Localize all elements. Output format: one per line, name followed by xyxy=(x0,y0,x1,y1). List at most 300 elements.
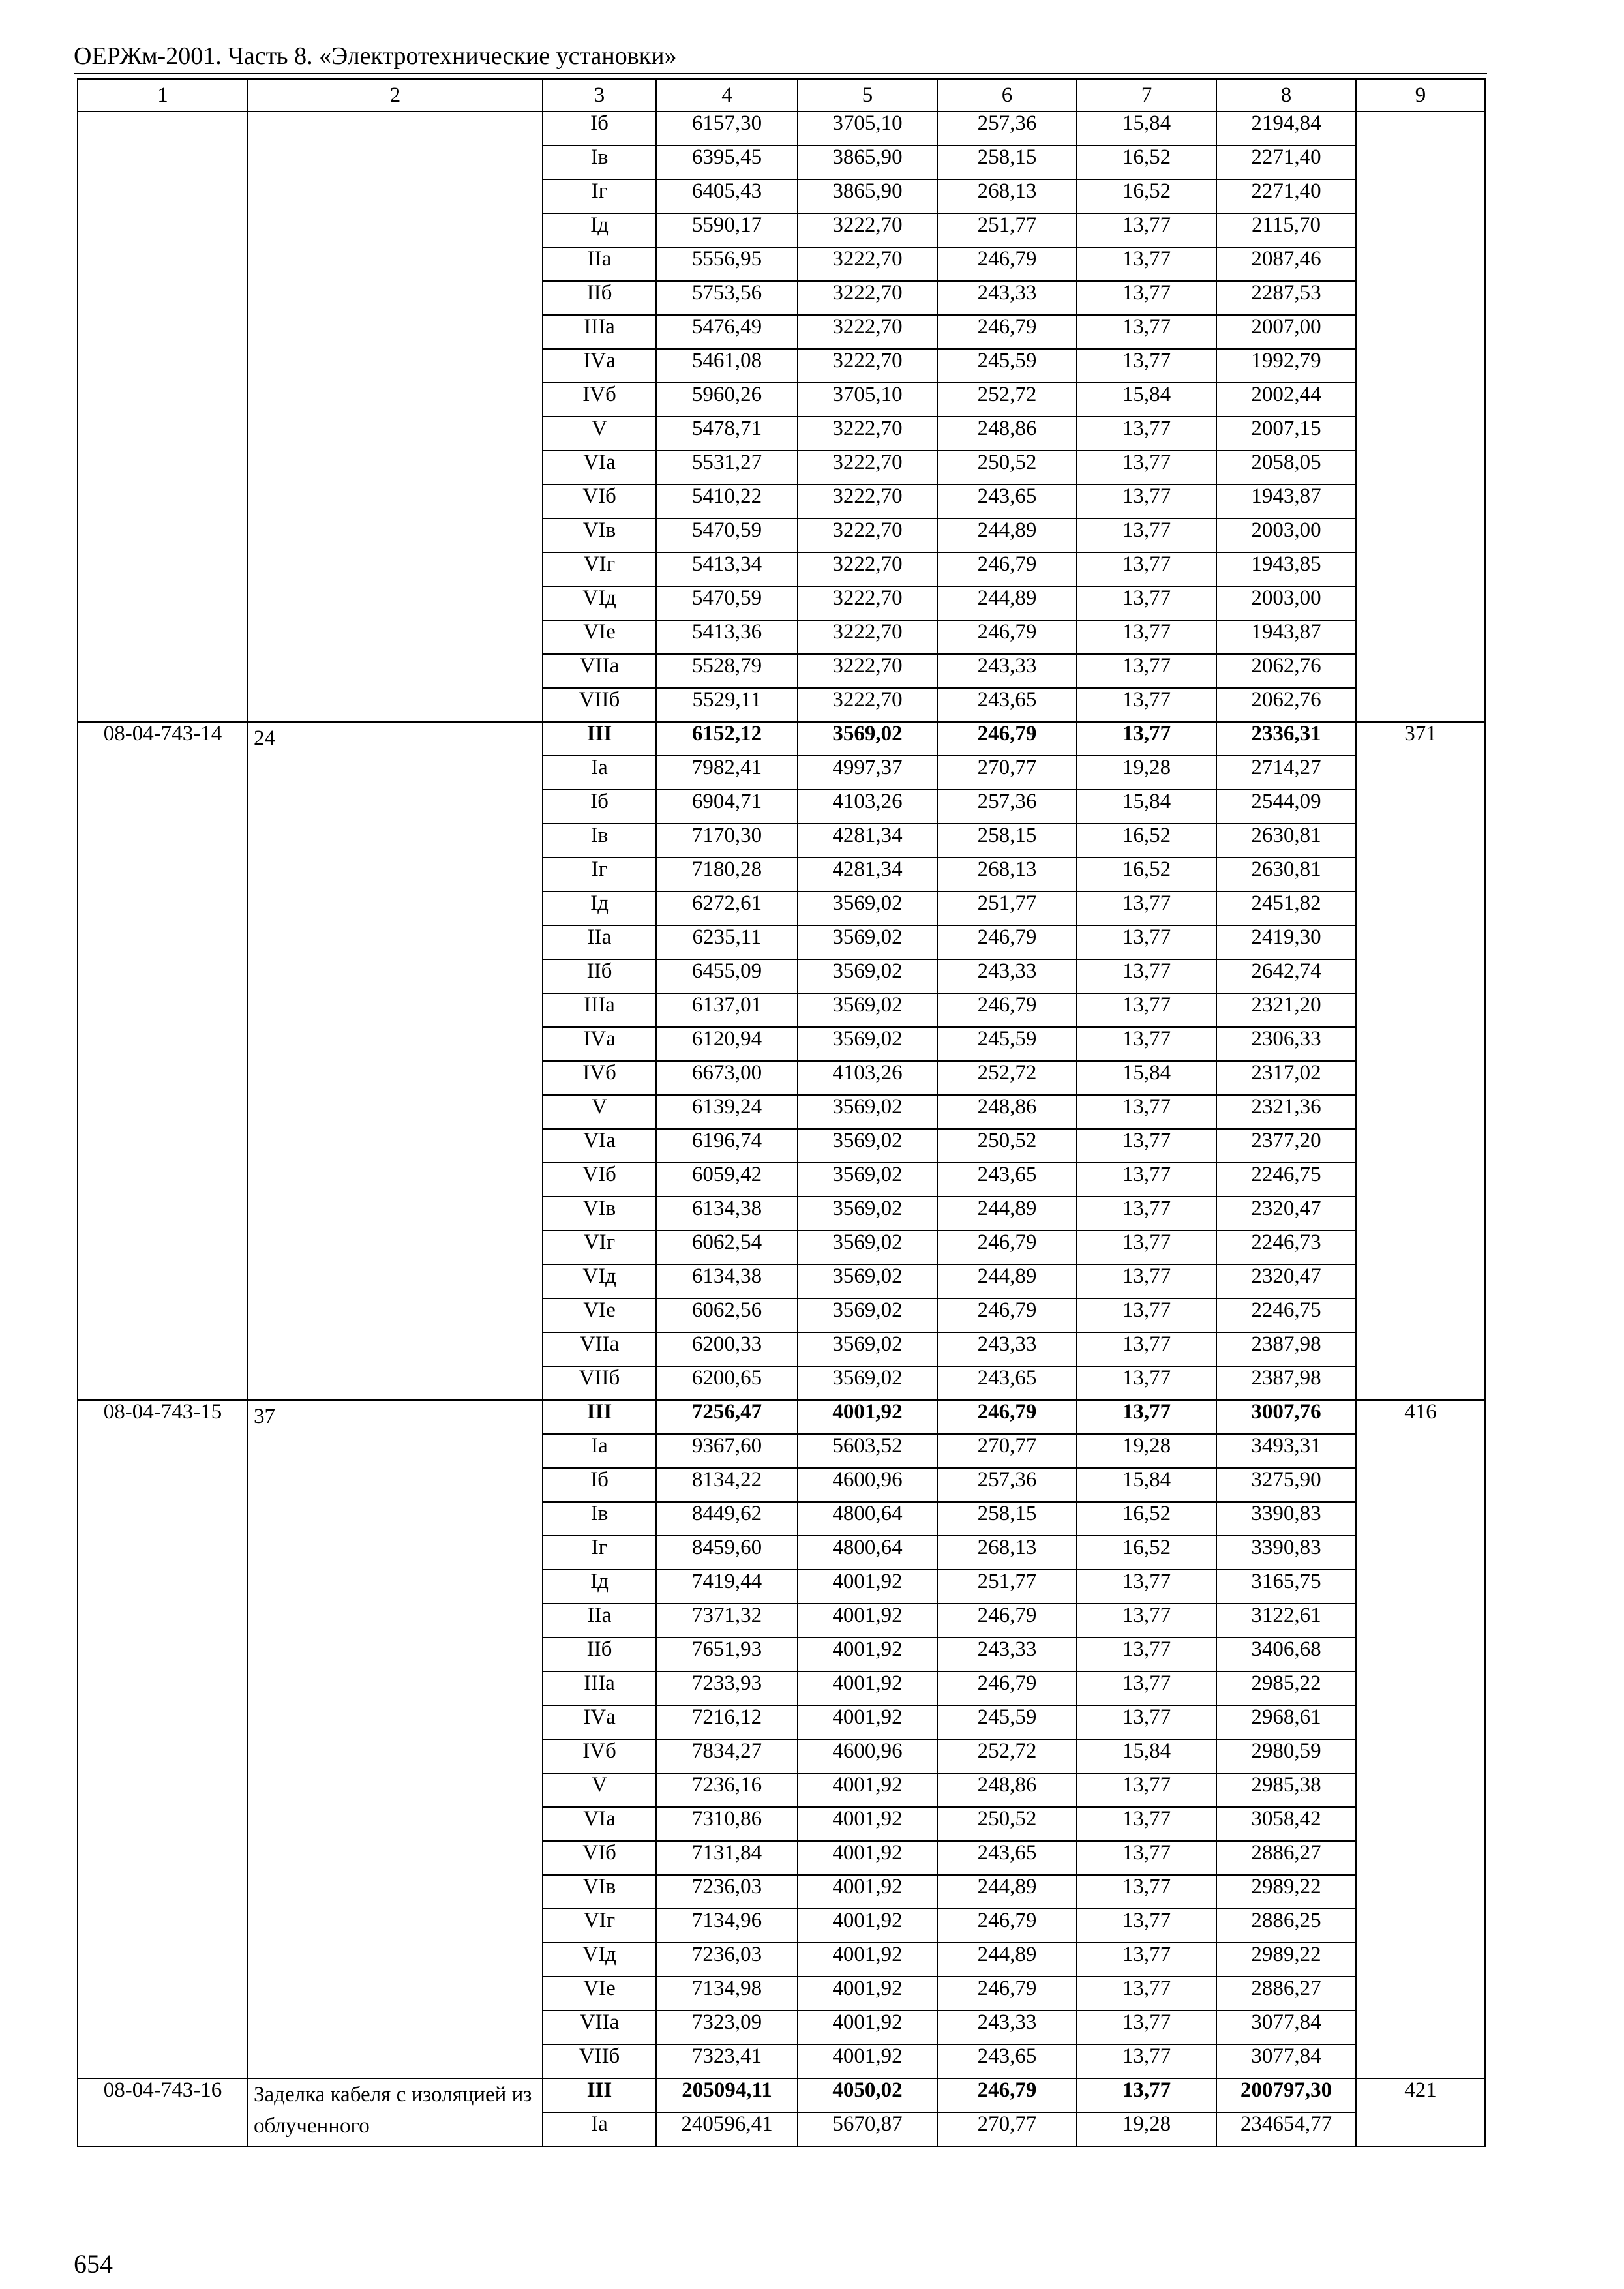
zone-cell: VIIб xyxy=(543,2044,656,2078)
value-cell: 243,65 xyxy=(937,1366,1077,1400)
value-cell: 6059,42 xyxy=(656,1163,798,1197)
value-cell: 7180,28 xyxy=(656,858,798,891)
value-cell: 2989,22 xyxy=(1216,1943,1356,1977)
value-cell: 5670,87 xyxy=(798,2112,937,2146)
value-cell: 13,77 xyxy=(1077,2078,1216,2112)
value-cell: 2062,76 xyxy=(1216,688,1356,722)
value-cell: 4600,96 xyxy=(798,1468,937,1502)
column-number: 8 xyxy=(1216,79,1356,112)
value-cell: 2246,73 xyxy=(1216,1231,1356,1264)
zone-cell: VIа xyxy=(543,1807,656,1841)
zone-cell: VIв xyxy=(543,1875,656,1909)
value-cell: 268,13 xyxy=(937,1536,1077,1570)
value-cell: 246,79 xyxy=(937,1604,1077,1638)
zone-cell: III xyxy=(543,722,656,756)
value-cell: 13,77 xyxy=(1077,1875,1216,1909)
value-cell: 13,77 xyxy=(1077,1027,1216,1061)
value-cell: 4001,92 xyxy=(798,1570,937,1604)
value-cell: 246,79 xyxy=(937,2078,1077,2112)
value-cell: 244,89 xyxy=(937,1943,1077,1977)
value-cell: 250,52 xyxy=(937,451,1077,485)
zone-cell: IVб xyxy=(543,383,656,417)
zone-cell: VIб xyxy=(543,485,656,518)
value-cell: 3222,70 xyxy=(798,315,937,349)
zone-cell: VIб xyxy=(543,1163,656,1197)
value-cell: 1943,87 xyxy=(1216,485,1356,518)
value-cell: 3007,76 xyxy=(1216,1400,1356,1434)
value-cell: 13,77 xyxy=(1077,654,1216,688)
value-cell: 4281,34 xyxy=(798,824,937,858)
column-number: 6 xyxy=(937,79,1077,112)
zone-cell: VIб xyxy=(543,1841,656,1875)
value-cell: 3077,84 xyxy=(1216,2011,1356,2044)
value-cell: 5603,52 xyxy=(798,1434,937,1468)
zone-cell: V xyxy=(543,1095,656,1129)
value-cell: 246,79 xyxy=(937,620,1077,654)
zone-cell: VIе xyxy=(543,620,656,654)
value-cell: 13,77 xyxy=(1077,688,1216,722)
value-cell: 3077,84 xyxy=(1216,2044,1356,2078)
value-cell: 5413,36 xyxy=(656,620,798,654)
value-cell: 16,52 xyxy=(1077,824,1216,858)
value-cell: 13,77 xyxy=(1077,518,1216,552)
value-cell: 4600,96 xyxy=(798,1739,937,1773)
value-cell: 13,77 xyxy=(1077,315,1216,349)
value-cell: 7233,93 xyxy=(656,1671,798,1705)
value-cell: 13,77 xyxy=(1077,451,1216,485)
zone-cell: Iа xyxy=(543,2112,656,2146)
value-cell: 3569,02 xyxy=(798,959,937,993)
value-cell: 243,33 xyxy=(937,959,1077,993)
value-cell: 4281,34 xyxy=(798,858,937,891)
value-cell: 2321,20 xyxy=(1216,993,1356,1027)
page-number: 654 xyxy=(74,2249,113,2279)
value-cell: 251,77 xyxy=(937,213,1077,247)
value-cell: 245,59 xyxy=(937,1027,1077,1061)
value-cell: 2336,31 xyxy=(1216,722,1356,756)
value-cell: 2387,98 xyxy=(1216,1366,1356,1400)
value-cell: 15,84 xyxy=(1077,383,1216,417)
value-cell: 270,77 xyxy=(937,756,1077,790)
value-cell: 7134,98 xyxy=(656,1977,798,2011)
header-rule xyxy=(74,73,1487,74)
zone-cell: IIIа xyxy=(543,1671,656,1705)
value-cell: 3569,02 xyxy=(798,993,937,1027)
value-cell: 7134,96 xyxy=(656,1909,798,1943)
value-cell: 6904,71 xyxy=(656,790,798,824)
value-cell: 245,59 xyxy=(937,349,1077,383)
value-cell: 4997,37 xyxy=(798,756,937,790)
zone-cell: VIг xyxy=(543,1231,656,1264)
value-cell: 3569,02 xyxy=(798,1366,937,1400)
value-cell: 246,79 xyxy=(937,1298,1077,1332)
value-cell: 6137,01 xyxy=(656,993,798,1027)
value-cell: 15,84 xyxy=(1077,1061,1216,1095)
value-cell: 7323,09 xyxy=(656,2011,798,2044)
value-cell: 5529,11 xyxy=(656,688,798,722)
value-cell: 246,79 xyxy=(937,993,1077,1027)
value-cell: 3222,70 xyxy=(798,620,937,654)
value-cell: 6455,09 xyxy=(656,959,798,993)
value-cell: 7834,27 xyxy=(656,1739,798,1773)
zone-cell: Iг xyxy=(543,858,656,891)
zone-cell: IIб xyxy=(543,959,656,993)
value-cell: 13,77 xyxy=(1077,485,1216,518)
value-cell: 13,77 xyxy=(1077,213,1216,247)
zone-cell: VIв xyxy=(543,1197,656,1231)
value-cell: 3569,02 xyxy=(798,1027,937,1061)
name-cell: 37 xyxy=(248,1400,543,2078)
value-cell: 13,77 xyxy=(1077,247,1216,281)
value-cell: 4001,92 xyxy=(798,2011,937,2044)
zone-cell: IVа xyxy=(543,1027,656,1061)
value-cell: 3122,61 xyxy=(1216,1604,1356,1638)
value-cell: 6062,56 xyxy=(656,1298,798,1332)
value-cell: 243,33 xyxy=(937,2011,1077,2044)
value-cell: 2886,27 xyxy=(1216,1977,1356,2011)
value-cell: 248,86 xyxy=(937,1095,1077,1129)
zone-cell: Iв xyxy=(543,145,656,179)
zone-cell: III xyxy=(543,2078,656,2112)
value-cell: 6235,11 xyxy=(656,925,798,959)
zone-cell: VIа xyxy=(543,451,656,485)
value-cell: 3569,02 xyxy=(798,1298,937,1332)
value-cell: 251,77 xyxy=(937,1570,1077,1604)
value-cell: 6062,54 xyxy=(656,1231,798,1264)
value-cell: 2886,27 xyxy=(1216,1841,1356,1875)
table-row xyxy=(78,2078,1485,2112)
value-cell: 3569,02 xyxy=(798,1129,937,1163)
value-cell: 13,77 xyxy=(1077,925,1216,959)
zone-cell: VIд xyxy=(543,1943,656,1977)
zone-cell: Iа xyxy=(543,1434,656,1468)
value-cell: 2246,75 xyxy=(1216,1298,1356,1332)
value-cell: 252,72 xyxy=(937,1061,1077,1095)
value-cell: 246,79 xyxy=(937,1671,1077,1705)
value-cell: 5556,95 xyxy=(656,247,798,281)
zone-cell: Iб xyxy=(543,1468,656,1502)
value-cell: 234654,77 xyxy=(1216,2112,1356,2146)
value-cell: 4001,92 xyxy=(798,1909,937,1943)
value-cell: 258,15 xyxy=(937,824,1077,858)
value-cell: 6152,12 xyxy=(656,722,798,756)
value-cell: 2886,25 xyxy=(1216,1909,1356,1943)
value-cell: 3222,70 xyxy=(798,586,937,620)
value-cell: 13,77 xyxy=(1077,1705,1216,1739)
code-cell: 08-04-743-15 xyxy=(78,1400,248,2078)
value-cell: 2544,09 xyxy=(1216,790,1356,824)
value-cell: 3569,02 xyxy=(798,1197,937,1231)
value-cell: 200797,30 xyxy=(1216,2078,1356,2112)
value-cell: 7982,41 xyxy=(656,756,798,790)
value-cell: 243,65 xyxy=(937,2044,1077,2078)
value-cell: 2320,47 xyxy=(1216,1197,1356,1231)
value-cell: 243,33 xyxy=(937,654,1077,688)
value-cell: 244,89 xyxy=(937,586,1077,620)
value-cell: 4001,92 xyxy=(798,1977,937,2011)
value-cell: 7131,84 xyxy=(656,1841,798,1875)
value-cell: 3569,02 xyxy=(798,722,937,756)
value-cell: 250,52 xyxy=(937,1129,1077,1163)
value-cell: 4001,92 xyxy=(798,1943,937,1977)
value-cell: 3222,70 xyxy=(798,417,937,451)
value-cell: 250,52 xyxy=(937,1807,1077,1841)
value-cell: 6200,65 xyxy=(656,1366,798,1400)
value-cell: 246,79 xyxy=(937,1909,1077,1943)
value-cell: 5960,26 xyxy=(656,383,798,417)
value-cell: 252,72 xyxy=(937,1739,1077,1773)
value-cell: 5528,79 xyxy=(656,654,798,688)
value-cell: 13,77 xyxy=(1077,1671,1216,1705)
zone-cell: IVа xyxy=(543,349,656,383)
zone-cell: VIд xyxy=(543,1264,656,1298)
value-cell: 4800,64 xyxy=(798,1536,937,1570)
value-cell: 13,77 xyxy=(1077,2011,1216,2044)
value-cell: 3865,90 xyxy=(798,145,937,179)
value-cell: 16,52 xyxy=(1077,179,1216,213)
value-cell: 4001,92 xyxy=(798,1638,937,1671)
value-cell: 1943,87 xyxy=(1216,620,1356,654)
value-cell: 243,65 xyxy=(937,485,1077,518)
page-header: ОЕРЖм-2001. Часть 8. «Электротехнические установки» xyxy=(74,42,677,70)
code-cell: 08-04-743-14 xyxy=(78,722,248,1400)
value-cell: 16,52 xyxy=(1077,145,1216,179)
zone-cell: VIIа xyxy=(543,654,656,688)
column-number: 2 xyxy=(248,79,543,112)
zone-cell: IIа xyxy=(543,247,656,281)
value-cell: 4800,64 xyxy=(798,1502,937,1536)
value-cell: 5470,59 xyxy=(656,518,798,552)
value-cell: 258,15 xyxy=(937,1502,1077,1536)
zone-cell: III xyxy=(543,1400,656,1434)
value-cell: 7236,03 xyxy=(656,1943,798,1977)
value-cell: 246,79 xyxy=(937,1977,1077,2011)
value-cell: 3165,75 xyxy=(1216,1570,1356,1604)
value-cell: 2989,22 xyxy=(1216,1875,1356,1909)
value-cell: 2630,81 xyxy=(1216,824,1356,858)
value-cell: 2062,76 xyxy=(1216,654,1356,688)
value-cell: 1992,79 xyxy=(1216,349,1356,383)
value-cell: 2306,33 xyxy=(1216,1027,1356,1061)
zone-cell: V xyxy=(543,1773,656,1807)
value-cell: 4103,26 xyxy=(798,1061,937,1095)
value-cell: 5753,56 xyxy=(656,281,798,315)
value-cell: 2630,81 xyxy=(1216,858,1356,891)
value-cell: 240596,41 xyxy=(656,2112,798,2146)
value-cell: 7371,32 xyxy=(656,1604,798,1638)
value-cell: 245,59 xyxy=(937,1705,1077,1739)
value-cell: 5470,59 xyxy=(656,586,798,620)
zone-cell: Iд xyxy=(543,891,656,925)
value-cell: 13,77 xyxy=(1077,1604,1216,1638)
table-row xyxy=(78,112,1485,145)
value-cell: 13,77 xyxy=(1077,1332,1216,1366)
value-cell: 16,52 xyxy=(1077,1502,1216,1536)
value-cell: 3569,02 xyxy=(798,1095,937,1129)
column-number: 4 xyxy=(656,79,798,112)
zone-cell: VIг xyxy=(543,1909,656,1943)
value-cell: 248,86 xyxy=(937,1773,1077,1807)
value-cell: 7256,47 xyxy=(656,1400,798,1434)
value-cell: 13,77 xyxy=(1077,1638,1216,1671)
value-cell: 3865,90 xyxy=(798,179,937,213)
value-cell: 244,89 xyxy=(937,1197,1077,1231)
value-cell: 243,65 xyxy=(937,688,1077,722)
value-cell: 3705,10 xyxy=(798,112,937,145)
value-cell: 13,77 xyxy=(1077,1095,1216,1129)
value-cell: 270,77 xyxy=(937,1434,1077,1468)
value-cell: 7323,41 xyxy=(656,2044,798,2078)
value-cell: 2451,82 xyxy=(1216,891,1356,925)
value-cell: 2087,46 xyxy=(1216,247,1356,281)
value-cell: 4001,92 xyxy=(798,1705,937,1739)
column-number: 5 xyxy=(798,79,937,112)
value-cell: 13,77 xyxy=(1077,1298,1216,1332)
value-cell: 3569,02 xyxy=(798,1163,937,1197)
value-cell: 13,77 xyxy=(1077,1773,1216,1807)
value-cell: 2387,98 xyxy=(1216,1332,1356,1366)
value-cell: 243,65 xyxy=(937,1841,1077,1875)
value-cell: 5461,08 xyxy=(656,349,798,383)
value-cell: 7216,12 xyxy=(656,1705,798,1739)
zone-cell: VIв xyxy=(543,518,656,552)
zone-cell: Iа xyxy=(543,756,656,790)
value-cell: 2320,47 xyxy=(1216,1264,1356,1298)
zone-cell: Iб xyxy=(543,790,656,824)
value-cell: 15,84 xyxy=(1077,1739,1216,1773)
value-cell: 1943,85 xyxy=(1216,552,1356,586)
value-cell: 3569,02 xyxy=(798,1264,937,1298)
value-cell: 243,33 xyxy=(937,281,1077,315)
value-cell: 3222,70 xyxy=(798,485,937,518)
value-cell: 4001,92 xyxy=(798,1807,937,1841)
value-cell: 246,79 xyxy=(937,315,1077,349)
value-cell: 7651,93 xyxy=(656,1638,798,1671)
zone-cell: IIб xyxy=(543,281,656,315)
value-cell: 4001,92 xyxy=(798,1875,937,1909)
value-cell: 13,77 xyxy=(1077,586,1216,620)
value-cell: 15,84 xyxy=(1077,1468,1216,1502)
zone-cell: IIIа xyxy=(543,315,656,349)
zone-cell: VIд xyxy=(543,586,656,620)
value-cell: 8449,62 xyxy=(656,1502,798,1536)
value-cell: 13,77 xyxy=(1077,281,1216,315)
value-cell: 2058,05 xyxy=(1216,451,1356,485)
value-cell: 2007,15 xyxy=(1216,417,1356,451)
value-cell: 3222,70 xyxy=(798,247,937,281)
value-cell: 13,77 xyxy=(1077,993,1216,1027)
value-cell: 6405,43 xyxy=(656,179,798,213)
value-cell: 3705,10 xyxy=(798,383,937,417)
value-cell: 244,89 xyxy=(937,518,1077,552)
value-cell: 3569,02 xyxy=(798,925,937,959)
value-cell: 257,36 xyxy=(937,790,1077,824)
value-cell: 2003,00 xyxy=(1216,586,1356,620)
value-cell: 6196,74 xyxy=(656,1129,798,1163)
value-cell: 2985,22 xyxy=(1216,1671,1356,1705)
zone-cell: IVа xyxy=(543,1705,656,1739)
value-cell: 270,77 xyxy=(937,2112,1077,2146)
name-cell xyxy=(248,112,543,722)
value-cell: 257,36 xyxy=(937,1468,1077,1502)
value-cell: 6139,24 xyxy=(656,1095,798,1129)
value-cell: 2985,38 xyxy=(1216,1773,1356,1807)
value-cell: 258,15 xyxy=(937,145,1077,179)
value-cell: 13,77 xyxy=(1077,1400,1216,1434)
zone-cell: Iв xyxy=(543,1502,656,1536)
value-cell: 2246,75 xyxy=(1216,1163,1356,1197)
value-cell: 6200,33 xyxy=(656,1332,798,1366)
value-cell: 4103,26 xyxy=(798,790,937,824)
value-cell: 8134,22 xyxy=(656,1468,798,1502)
code-cell: 08-04-743-16 xyxy=(78,2078,248,2146)
value-cell: 5590,17 xyxy=(656,213,798,247)
value-cell: 244,89 xyxy=(937,1875,1077,1909)
value-cell: 4001,92 xyxy=(798,1841,937,1875)
value-cell: 6120,94 xyxy=(656,1027,798,1061)
value-cell: 13,77 xyxy=(1077,552,1216,586)
value-cell: 5476,49 xyxy=(656,315,798,349)
value-cell: 13,77 xyxy=(1077,1129,1216,1163)
value-cell: 16,52 xyxy=(1077,1536,1216,1570)
value-cell: 205094,11 xyxy=(656,2078,798,2112)
value-cell: 246,79 xyxy=(937,722,1077,756)
value-cell: 13,77 xyxy=(1077,1807,1216,1841)
value-cell: 7170,30 xyxy=(656,824,798,858)
value-cell: 2419,30 xyxy=(1216,925,1356,959)
table-body xyxy=(78,79,1485,2146)
value-cell: 15,84 xyxy=(1077,790,1216,824)
zone-cell: VIIб xyxy=(543,1366,656,1400)
value-cell: 13,77 xyxy=(1077,1163,1216,1197)
value-cell: 243,65 xyxy=(937,1163,1077,1197)
value-cell: 4001,92 xyxy=(798,1671,937,1705)
zone-cell: Iг xyxy=(543,1536,656,1570)
value-cell: 251,77 xyxy=(937,891,1077,925)
value-cell: 3493,31 xyxy=(1216,1434,1356,1468)
value-cell: 2194,84 xyxy=(1216,112,1356,145)
value-cell: 13,77 xyxy=(1077,417,1216,451)
value-cell: 2321,36 xyxy=(1216,1095,1356,1129)
value-cell: 248,86 xyxy=(937,417,1077,451)
value-cell: 3569,02 xyxy=(798,1332,937,1366)
zone-cell: Iд xyxy=(543,213,656,247)
value-cell: 243,33 xyxy=(937,1638,1077,1671)
value-cell: 246,79 xyxy=(937,1400,1077,1434)
value-cell: 3569,02 xyxy=(798,891,937,925)
table-row xyxy=(78,1400,1485,1434)
value-cell: 13,77 xyxy=(1077,1977,1216,2011)
value-cell: 13,77 xyxy=(1077,1841,1216,1875)
value-cell: 6395,45 xyxy=(656,145,798,179)
zone-cell: Iб xyxy=(543,112,656,145)
zone-cell: IIа xyxy=(543,925,656,959)
zone-cell: VIIа xyxy=(543,1332,656,1366)
value-cell: 13,77 xyxy=(1077,1231,1216,1264)
column-number-row xyxy=(78,79,1485,112)
value-cell: 13,77 xyxy=(1077,1197,1216,1231)
value-cell: 2271,40 xyxy=(1216,179,1356,213)
value-cell: 246,79 xyxy=(937,552,1077,586)
value-cell: 5410,22 xyxy=(656,485,798,518)
column-number: 7 xyxy=(1077,79,1216,112)
value-cell: 2642,74 xyxy=(1216,959,1356,993)
zone-cell: VIе xyxy=(543,1977,656,2011)
value-cell: 9367,60 xyxy=(656,1434,798,1468)
value-cell: 268,13 xyxy=(937,858,1077,891)
table-row xyxy=(78,722,1485,756)
value-cell: 252,72 xyxy=(937,383,1077,417)
